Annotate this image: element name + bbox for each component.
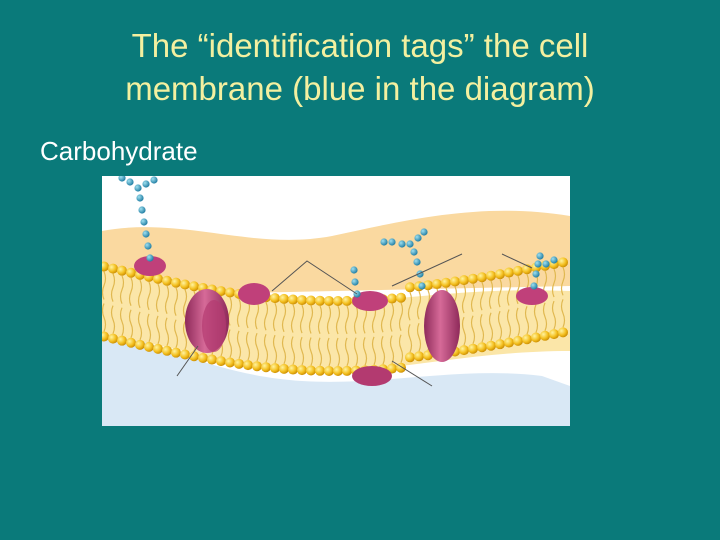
phospholipid-head (441, 278, 451, 288)
sugar-unit (418, 282, 425, 289)
phospholipid-head (405, 352, 415, 362)
phospholipid-head (432, 279, 442, 289)
phospholipid-head (531, 333, 541, 343)
sugar-unit (532, 270, 539, 277)
sugar-unit (380, 238, 387, 245)
sugar-unit (410, 248, 417, 255)
phospholipid-head (225, 288, 235, 298)
phospholipid-head (288, 365, 298, 375)
sugar-unit (134, 184, 141, 191)
phospholipid-head (549, 329, 559, 339)
phospholipid-head (342, 296, 352, 306)
sugar-unit (530, 282, 537, 289)
phospholipid-head (198, 353, 208, 363)
phospholipid-head (171, 348, 181, 358)
phospholipid-head (108, 264, 118, 274)
sugar-unit (536, 252, 543, 259)
phospholipid-head (459, 345, 469, 355)
phospholipid-head (117, 266, 127, 276)
phospholipid-head (513, 336, 523, 346)
phospholipid-head (468, 344, 478, 354)
phospholipid-head (486, 271, 496, 281)
phospholipid-head (279, 364, 289, 374)
phospholipid-head (486, 341, 496, 351)
phospholipid-head (126, 338, 136, 348)
phospholipid-head (270, 293, 280, 303)
phospholipid-head (333, 366, 343, 376)
phospholipid-head (315, 366, 325, 376)
transmembrane-protein-2 (424, 290, 460, 362)
phospholipid-head (495, 269, 505, 279)
sugar-unit (388, 238, 395, 245)
phospholipid-head (522, 334, 532, 344)
phospholipid-head (324, 366, 334, 376)
phospholipid-head (387, 294, 397, 304)
phospholipid-head (333, 296, 343, 306)
phospholipid-head (297, 295, 307, 305)
sugar-unit (146, 254, 153, 261)
phospholipid-head (108, 334, 118, 344)
transmembrane-protein-1 (185, 289, 229, 353)
phospholipid-head (477, 342, 487, 352)
phospholipid-head (540, 331, 550, 341)
sugar-unit (534, 260, 541, 267)
sugar-unit (413, 258, 420, 265)
sugar-unit (420, 228, 427, 235)
phospholipid-head (405, 282, 415, 292)
title-line-2: membrane (blue in the diagram) (125, 70, 595, 107)
sugar-unit (140, 218, 147, 225)
sugar-unit (406, 240, 413, 247)
phospholipid-head (162, 346, 172, 356)
membrane-illustration (102, 176, 570, 426)
phospholipid-head (315, 296, 325, 306)
phospholipid-head (306, 366, 316, 376)
slide-title (20, 24, 700, 110)
phospholipid-head (558, 257, 568, 267)
phospholipid-head (495, 339, 505, 349)
phospholipid-head (504, 268, 514, 278)
phospholipid-head (117, 336, 127, 346)
phospholipid-head (171, 278, 181, 288)
phospholipid-head (342, 366, 352, 376)
phospholipid-head (270, 363, 280, 373)
phospholipid-head (450, 276, 460, 286)
sugar-unit (144, 242, 151, 249)
sugar-unit (138, 206, 145, 213)
phospholipid-head (234, 359, 244, 369)
phospholipid-head (558, 327, 568, 337)
phospholipid-head (396, 293, 406, 303)
sugar-unit (550, 256, 557, 263)
sugar-unit (126, 178, 133, 185)
phospholipid-head (414, 351, 424, 361)
sugar-unit (150, 176, 157, 183)
sugar-unit (398, 240, 405, 247)
phospholipid-head (180, 280, 190, 290)
phospholipid-head (126, 268, 136, 278)
peripheral-protein-4 (352, 366, 392, 386)
phospholipid-head (180, 350, 190, 360)
phospholipid-head (306, 296, 316, 306)
phospholipid-head (225, 358, 235, 368)
peripheral-protein-5 (516, 287, 548, 305)
phospholipid-head (153, 344, 163, 354)
phospholipid-head (162, 276, 172, 286)
sugar-unit (142, 230, 149, 237)
sugar-unit (136, 194, 143, 201)
sugar-unit (350, 266, 357, 273)
peripheral-protein-2 (238, 283, 270, 305)
sugar-unit (542, 260, 549, 267)
membrane-diagram (102, 176, 570, 426)
phospholipid-head (288, 295, 298, 305)
phospholipid-head (459, 275, 469, 285)
phospholipid-head (135, 340, 145, 350)
phospholipid-head (144, 342, 154, 352)
carbohydrate-label: Carbohydrate (40, 136, 198, 166)
phospholipid-head (324, 296, 334, 306)
title-line-1: The “identification tags” the cell (131, 27, 589, 64)
phospholipid-head (207, 355, 217, 365)
phospholipid-head (477, 272, 487, 282)
phospholipid-head (504, 338, 514, 348)
phospholipid-head (513, 266, 523, 276)
phospholipid-head (297, 365, 307, 375)
sugar-unit (351, 278, 358, 285)
phospholipid-head (279, 294, 289, 304)
phospholipid-head (216, 356, 226, 366)
phospholipid-head (261, 362, 271, 372)
phospholipid-head (468, 274, 478, 284)
sugar-unit (414, 234, 421, 241)
phospholipid-head (189, 281, 199, 291)
phospholipid-head (252, 361, 262, 371)
phospholipid-head (243, 360, 253, 370)
sugar-unit (118, 176, 125, 182)
sugar-unit (142, 180, 149, 187)
